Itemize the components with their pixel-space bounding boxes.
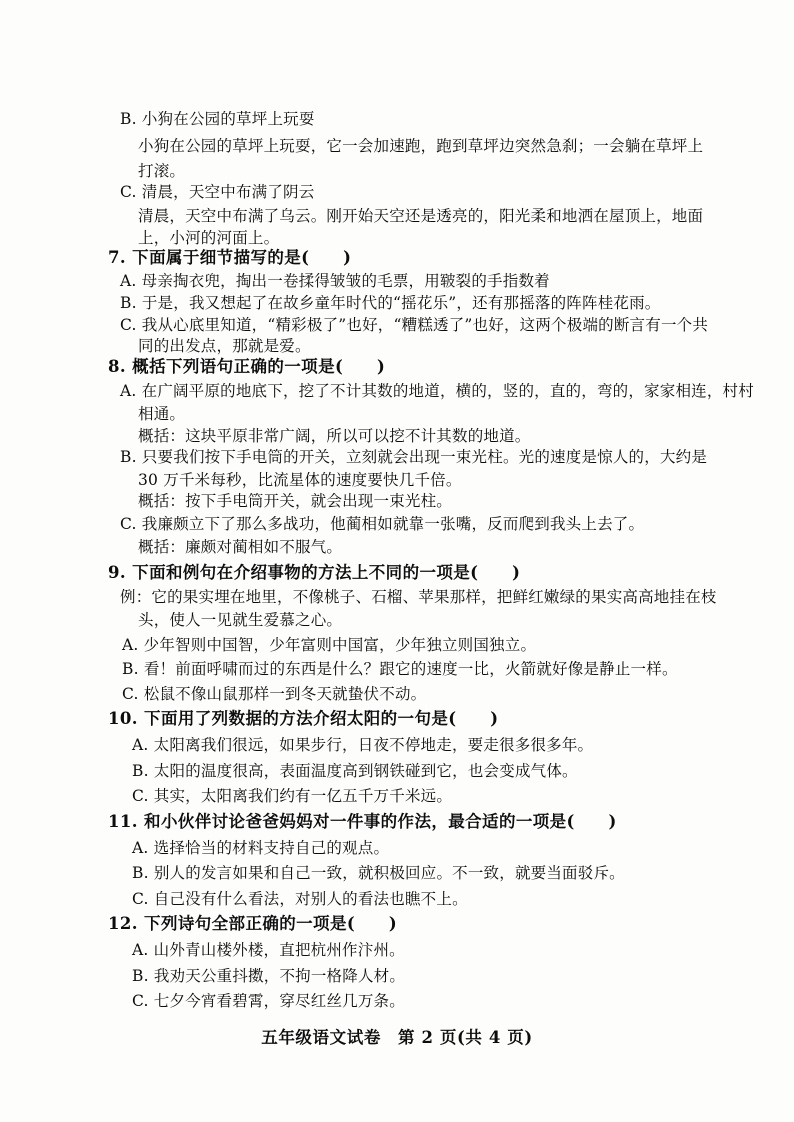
q8-option-c-line1: C. 我廉颇立下了那么多战功，他蔺相如就靠一张嘴，反而爬到我头上去了。 — [120, 515, 645, 533]
q6-option-b-text-line2: 打滚。 — [138, 162, 186, 180]
q8-option-a-summary: 概括：这块平原非常广阔，所以可以挖不计其数的地道。 — [138, 427, 531, 445]
q10-option-a: A. 太阳离我们很远，如果步行，日夜不停地走，要走很多很多年。 — [132, 736, 594, 754]
q7-option-c-line1: C. 我从心底里知道，“精彩极了”也好，“糟糕透了”也好，这两个极端的断言有一个共 — [120, 316, 709, 334]
q6-option-c-text-line1: 清晨，天空中布满了乌云。刚开始天空还是透亮的，阳光柔和地洒在屋顶上，地面 — [138, 207, 704, 225]
q8-option-c-summary: 概括：廉颇对蔺相如不服气。 — [138, 538, 343, 556]
q9-stem: 9. 下面和例句在介绍事物的方法上不同的一项是( ) — [108, 563, 521, 582]
q9-example-line1: 例：它的果实埋在地里，不像桃子、石榴、苹果那样，把鲜红嫩绿的果实高高地挂在枝 — [120, 588, 717, 606]
q8-stem: 8. 概括下列语句正确的一项是( ) — [108, 357, 386, 376]
q11-option-b: B. 别人的发言如果和自己一致，就积极回应。不一致，就要当面驳斥。 — [132, 864, 625, 882]
q8-option-a-line2: 相通。 — [138, 405, 186, 423]
q11-stem: 11. 和小伙伴讨论爸爸妈妈对一件事的作法，最合适的一项是( ) — [108, 812, 617, 831]
q7-option-b: B. 于是，我又想起了在故乡童年时代的“摇花乐”，还有那摇落的阵阵桂花雨。 — [120, 294, 661, 312]
q7-option-c-line2: 同的出发点，那就是爱。 — [138, 337, 311, 355]
q7-stem: 7. 下面属于细节描写的是( ) — [108, 248, 352, 267]
q10-stem: 10. 下面用了列数据的方法介绍太阳的一句是( ) — [108, 709, 499, 728]
q6-option-b-label: B. 小狗在公园的草坪上玩耍 — [120, 110, 315, 128]
q8-option-a-line1: A. 在广阔平原的地底下，挖了不计其数的地道，横的，竖的，直的，弯的，家家相连，村村 — [120, 382, 754, 400]
q9-option-c: C. 松鼠不像山鼠那样一到冬天就蛰伏不动。 — [122, 685, 427, 703]
q8-option-b-line1: B. 只要我们按下手电筒的开关，立刻就会出现一束光柱。光的速度是惊人的，大约是 — [120, 448, 708, 466]
q8-option-b-summary: 概括：按下手电筒开关，就会出现一束光柱。 — [138, 492, 453, 510]
q10-option-c: C. 其实，太阳离我们约有一亿五千万千米远。 — [132, 787, 453, 805]
q6-option-b-text-line1: 小狗在公园的草坪上玩耍，它一会加速跑，跑到草坪边突然急刹；一会躺在草坪上 — [138, 137, 704, 155]
q9-example-line2: 头，使人一见就生爱慕之心。 — [138, 611, 343, 629]
q12-stem: 12. 下列诗句全部正确的一项是( ) — [108, 914, 398, 933]
q11-option-a: A. 选择恰当的材料支持自己的观点。 — [132, 839, 390, 857]
q12-option-b: B. 我劝天公重抖擞，不拘一格降人材。 — [132, 967, 406, 985]
q6-option-c-label: C. 清晨，天空中布满了阴云 — [120, 183, 315, 201]
q7-option-a: A. 母亲掏衣兜，掏出一卷揉得皱皱的毛票，用皲裂的手指数着 — [120, 272, 550, 290]
q9-option-b: B. 看！前面呼啸而过的东西是什么？跟它的速度一比，火箭就好像是静止一样。 — [122, 660, 678, 678]
q8-option-b-line2: 30 万千米每秒，比流星体的速度要快几千倍。 — [138, 471, 462, 489]
q12-option-c: C. 七夕今宵看碧霄，穿尽红丝几万条。 — [132, 992, 405, 1010]
page-footer: 五年级语文试卷 第 2 页(共 4 页) — [261, 1028, 533, 1047]
q11-option-c: C. 自己没有什么看法，对别人的看法也瞧不上。 — [132, 890, 468, 908]
q9-option-a: A. 少年智则中国智，少年富则中国富，少年独立则国独立。 — [122, 636, 537, 654]
q10-option-b: B. 太阳的温度很高，表面温度高到钢铁碰到它，也会变成气体。 — [132, 762, 578, 780]
q12-option-a: A. 山外青山楼外楼，直把杭州作汴州。 — [132, 941, 405, 959]
q6-option-c-text-line2: 上，小河的河面上。 — [138, 229, 280, 247]
